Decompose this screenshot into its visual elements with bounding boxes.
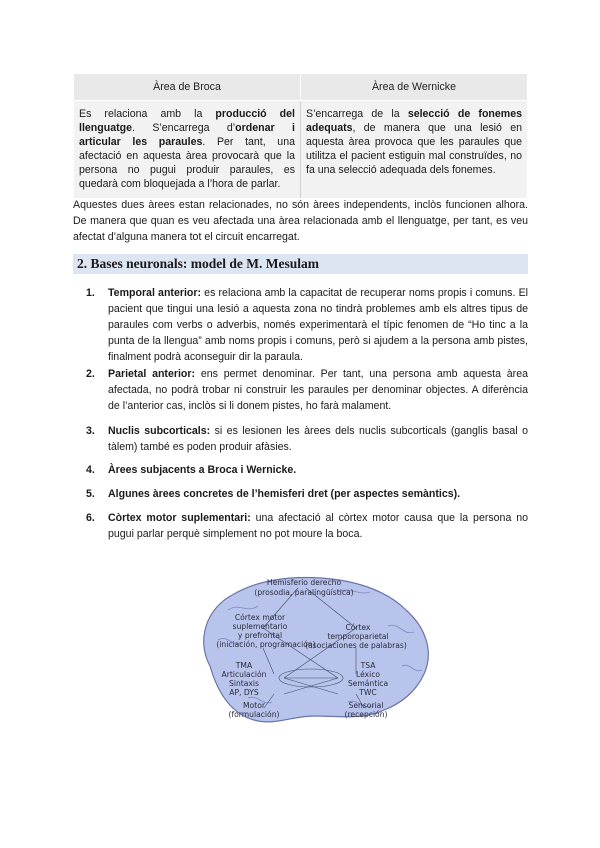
list-item xyxy=(86,366,528,414)
item-number: 5. xyxy=(86,488,95,500)
item-text: si es lesionen les àrees dels nuclis subcorticals (ganglis basal o tàlem) també es poden produir afàsies. xyxy=(108,425,529,453)
table-row xyxy=(74,101,528,199)
item-title: Àrees subjacents a Broca i Wernicke. xyxy=(108,464,297,476)
cell-text: . S’encarrega d’ xyxy=(131,122,236,134)
item-text: es relaciona amb la capacitat de recuperar noms propis i comuns. El pacient que tingui una lesió a aquesta zona no tindrà problemes amb els altres tipus de paraules com verbs o adverbis, només experimentarà el típic fenomen de “Ho tinc a la punta de la llengua” amb noms propis i comuns, però si ajudem a la persona amb pistes, finalment podrà aconseguir dir la paraula. xyxy=(108,287,528,363)
item-title: Nuclis subcorticals: xyxy=(108,425,211,437)
item-number: 2. xyxy=(86,368,95,380)
list-item xyxy=(86,423,528,455)
label-cortex-temp: Córtex xyxy=(345,623,371,632)
list-item xyxy=(86,486,528,502)
cell-bold: producció del llenguatge xyxy=(79,108,295,134)
label-cortex-motor: suplementario xyxy=(232,622,288,631)
label-cortex-temp: (asociaciones de palabras) xyxy=(305,641,407,650)
broca-cell xyxy=(74,101,301,199)
label-tsa: TWC xyxy=(359,688,377,697)
cell-bold: selecció de fonemes adequats xyxy=(306,108,522,134)
comparison-table xyxy=(73,73,528,199)
item-text: una afectació al còrtex motor causa que la persona no pugui parlar perquè simplement no pot moure la boca. xyxy=(108,512,528,540)
item-title: Parietal anterior: xyxy=(108,368,196,380)
wernicke-cell xyxy=(301,101,528,199)
label-cortex-motor: Córtex motor xyxy=(234,613,286,622)
label-tma: TMA xyxy=(235,661,253,670)
table-header-wernicke: Àrea de Wernicke xyxy=(301,74,528,101)
list-item xyxy=(86,285,528,365)
item-title: Algunes àrees concretes de l’hemisferi dret (per aspectes semàntics). xyxy=(108,488,461,500)
label-sensorial: (recepción) xyxy=(344,710,388,719)
item-number: 3. xyxy=(86,425,95,437)
label-tsa: Semántica xyxy=(347,679,389,688)
label-motor: Motor xyxy=(243,701,265,710)
brain-diagram xyxy=(188,570,438,728)
cell-text: S’encarrega de la xyxy=(306,108,408,120)
label-tsa: Léxico xyxy=(355,670,381,679)
label-sensorial: Sensorial xyxy=(348,701,384,710)
label-hemisferio: Hemisferio derecho xyxy=(266,578,342,587)
list-item xyxy=(86,510,528,542)
intro-paragraph: Aquestes dues àrees estan relacionades, no són àrees independents, inclòs funcionen alhora. De manera que quan es veu afectada una àrea relacionada amb el llenguatge, per tant, es veu afectat d’alguna manera tot el circuit encarregat. xyxy=(73,199,528,243)
table-header-broca: Àrea de Broca xyxy=(74,74,301,101)
item-text: ens permet denominar. Per tant, una persona amb aquesta àrea afectada, no podrà trobar ni construir les paraules per denominar objectes. A diferència de l’anterior cas, inclòs si li donem pistes, ho farà malament. xyxy=(108,368,528,412)
cell-text: . Per tant, una afectació en aquesta àrea provocarà que la persona no pugui produir paraules, es quedarà com bloquejada a l’hora de parlar. xyxy=(79,136,295,190)
label-cortex-motor: (iniciación, programación) xyxy=(216,640,316,649)
label-tsa: TSA xyxy=(360,661,376,670)
item-number: 4. xyxy=(86,464,95,476)
table-header-row xyxy=(74,74,528,101)
cell-text: Es relaciona amb la xyxy=(79,108,216,120)
cell-bold: ordenar i articular les paraules xyxy=(79,122,295,148)
label-cortex-motor: y prefrontal xyxy=(237,631,283,640)
label-tma: Sintaxis xyxy=(229,679,259,688)
label-motor: (formulación) xyxy=(228,710,280,719)
label-tma: AP, DYS xyxy=(229,688,259,697)
cell-text: , de manera que una lesió en aquesta àrea provoca que les paraules que utilitza el pacient estiguin mal construïdes, no fa una selecció adequada dels fonemes. xyxy=(306,122,522,176)
list-item xyxy=(86,462,528,478)
item-title: Temporal anterior: xyxy=(108,287,202,299)
label-tma: Articulación xyxy=(221,670,267,679)
section-heading: 2. Bases neuronals: model de M. Mesulam xyxy=(73,254,528,274)
label-prosodia: (prosodia, paralingüística) xyxy=(254,588,354,597)
label-cortex-temp: temporoparietal xyxy=(327,632,389,641)
item-title: Còrtex motor suplementari: xyxy=(108,512,251,524)
item-number: 1. xyxy=(86,287,95,299)
item-number: 6. xyxy=(86,512,95,524)
